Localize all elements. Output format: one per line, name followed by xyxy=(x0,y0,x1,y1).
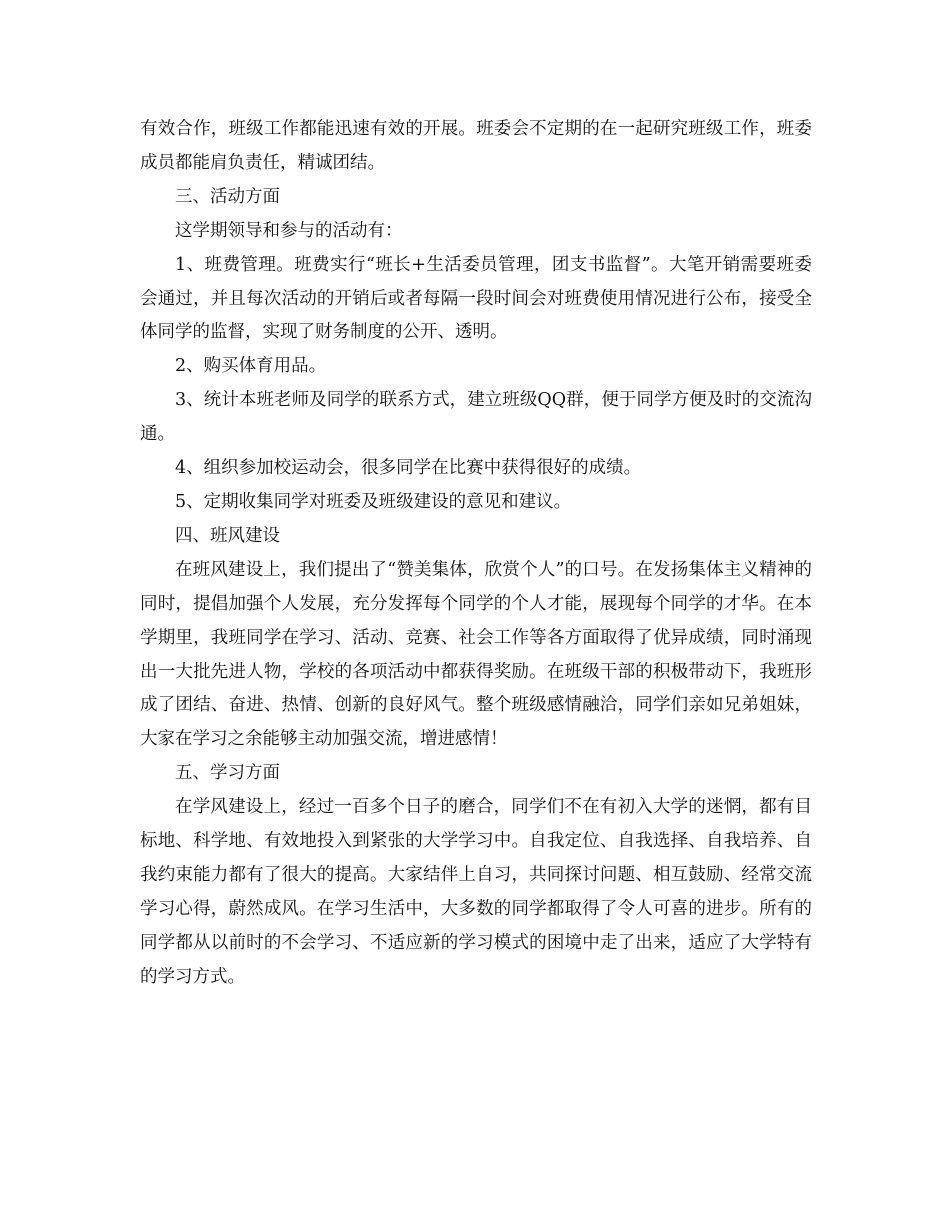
paragraph-activities-intro: 这学期领导和参与的活动有： xyxy=(175,220,403,241)
list-item-sports-meet: 4、组织参加校运动会，很多同学在比赛中获得很好的成绩。 xyxy=(175,458,642,479)
section-heading-class-spirit: 四、班风建设 xyxy=(175,525,280,546)
paragraph-class-spirit: 在班风建设上，我们提出了“赞美集体，欣赏个人”的口号。在发扬集体主义精神的同时，提倡加强个人发展，充分发挥每个同学的个人才能，展现每个同学的才华。在本学期里，我班同学在学习、活动、竞赛、社会工作等各方面取得了优异成绩，同时涌现出一大批先进人物，学校的各项活动中都获得奖励。在班级干部的积极带动下，我班形成了团结、奋进、热情、创新的良好风气。整个班级感情融洽，同学们亲如兄弟姐妹，大家在学习之余能够主动加强交流，增进感情！ xyxy=(140,559,812,750)
paragraph-continuation: 有效合作，班级工作都能迅速有效的开展。班委会不定期的在一起研究班级工作，班委成员都能肩负责任，精诚团结。 xyxy=(140,119,812,173)
paragraph-study: 在学风建设上，经过一百多个日子的磨合，同学们不在有初入大学的迷惘，都有目标地、科学地、有效地投入到紧张的大学学习中。自我定位、自我选择、自我培养、自我约束能力都有了很大的提高。大家结伴上自习，共同探讨问题、相互鼓励、经常交流学习心得，蔚然成风。在学习生活中，大多数的同学都取得了令人可喜的进步。所有的同学都从以前时的不会学习、不适应新的学习模式的困境中走了出来，适应了大学特有的学习方式。 xyxy=(140,797,812,987)
list-item-class-fee: 1、班费管理。班费实行“班长+生活委员管理，团支书监督”。大笔开销需要班委会通过，并且每次活动的开销后或者每隔一段时间会对班费使用情况进行公布，接受全体同学的监督，实现了财务制度的公开、透明。 xyxy=(140,254,812,343)
list-item-contacts-qq-group: 3、统计本班老师及同学的联系方式，建立班级QQ群，便于同学方便及时的交流沟通。 xyxy=(140,390,812,445)
section-heading-study: 五、学习方面 xyxy=(175,763,280,784)
list-item-sports-equipment: 2、购买体育用品。 xyxy=(175,356,327,377)
section-heading-activities: 三、活动方面 xyxy=(175,186,280,207)
list-item-feedback: 5、定期收集同学对班委及班级建设的意见和建议。 xyxy=(175,491,572,512)
document-body xyxy=(140,113,812,995)
